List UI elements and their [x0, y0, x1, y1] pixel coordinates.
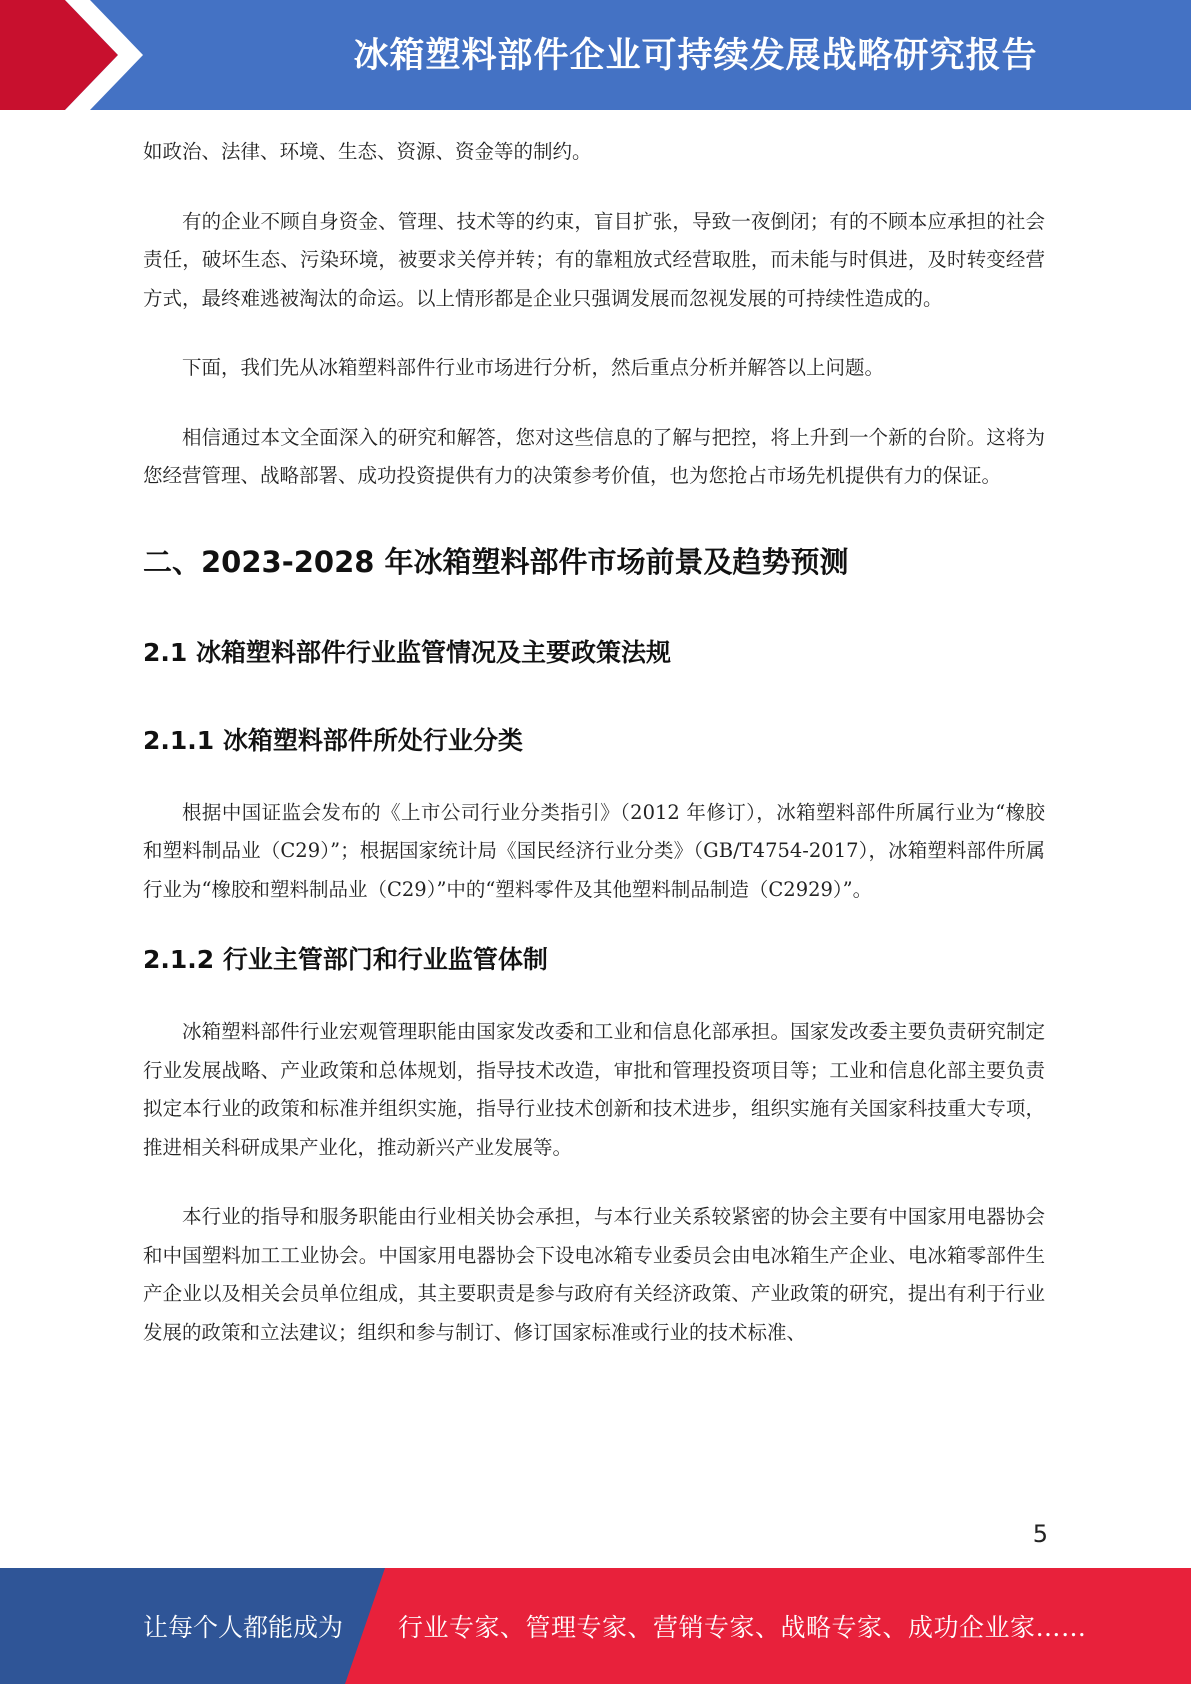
- paragraph: 冰箱塑料部件行业宏观管理职能由国家发改委和工业和信息化部承担。国家发改委主要负责研究制定行业发展战略、产业政策和总体规划，指导技术改造，审批和管理投资项目等；工业和信息化部主要负责拟定本行业的政策和标准并组织实施，指导行业技术创新和技术进步，组织实施有关国家科技重大专项，推进相关科研成果产业化，推动新兴产业发展等。: [143, 1020, 1045, 1159]
- paragraph: 根据中国证监会发布的《上市公司行业分类指引》（2012 年修订），冰箱塑料部件所属行业为“橡胶和塑料制品业（C29）”；根据国家统计局《国民经济行业分类》（GB/T4754-2017），冰箱塑料部件所属行业为“橡胶和塑料制品业（C29）”中的“塑料零件及其他塑料制品制造（C2929）”。: [143, 800, 1045, 901]
- paragraph: 下面，我们先从冰箱塑料部件行业市场进行分析，然后重点分析并解答以上问题。: [182, 356, 885, 379]
- footer-slogan-left: 让每个人都能成为: [143, 1613, 344, 1642]
- paragraph: 本行业的指导和服务职能由行业相关协会承担，与本行业关系较紧密的协会主要有中国家用电器协会和中国塑料加工工业协会。中国家用电器协会下设电冰箱专业委员会由电冰箱生产企业、电冰箱零部件生产企业以及相关会员单位组成，其主要职责是参与政府有关经济政策、产业政策的研究，提出有利于行业发展的政策和立法建议；组织和参与制订、修订国家标准或行业的技术标准、: [143, 1205, 1045, 1344]
- subsection-heading: 2.1 冰箱塑料部件行业监管情况及主要政策法规: [143, 637, 671, 667]
- subsubsection-heading: 2.1.1 冰箱塑料部件所处行业分类: [143, 725, 523, 755]
- paragraph: 如政治、法律、环境、生态、资源、资金等的制约。: [143, 140, 592, 163]
- paragraph: 有的企业不顾自身资金、管理、技术等的约束，盲目扩张，导致一夜倒闭；有的不顾本应承担的社会责任，破坏生态、污染环境，被要求关停并转；有的靠粗放式经营取胜，而未能与时俱进，及时转变经营方式，最终难逃被淘汰的命运。以上情形都是企业只强调发展而忽视发展的可持续性造成的。: [143, 209, 1045, 310]
- header-arrow-decoration: [0, 0, 150, 110]
- footer-banner: [0, 1568, 1191, 1684]
- report-title: 冰箱塑料部件企业可持续发展战略研究报告: [353, 36, 1038, 76]
- paragraph: 相信通过本文全面深入的研究和解答，您对这些信息的了解与把控，将上升到一个新的台阶。这将为您经营管理、战略部署、成功投资提供有力的决策参考价值，也为您抢占市场先机提供有力的保证。: [143, 425, 1045, 487]
- page-content: [143, 133, 1045, 1352]
- section-heading: 二、2023-2028 年冰箱塑料部件市场前景及趋势预测: [143, 544, 849, 579]
- footer-slogan-right: 行业专家、管理专家、营销专家、战略专家、成功企业家……: [398, 1613, 1087, 1642]
- header-banner: [0, 0, 1191, 110]
- page-number: 5: [1032, 1520, 1048, 1548]
- subsubsection-heading: 2.1.2 行业主管部门和行业监管体制: [143, 945, 548, 974]
